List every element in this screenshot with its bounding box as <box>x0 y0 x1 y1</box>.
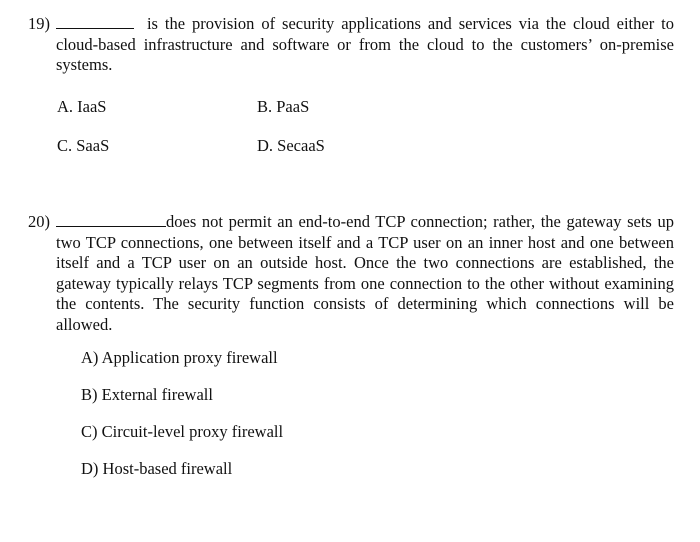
question-20-answer-blank[interactable] <box>56 212 166 227</box>
question-20-option-a[interactable]: A) Application proxy firewall <box>81 348 278 367</box>
question-20-option-d[interactable]: D) Host-based firewall <box>81 459 233 478</box>
question-20 <box>28 212 674 335</box>
question-19-option-b[interactable]: B. PaaS <box>257 97 310 116</box>
question-19-number: 19) <box>28 14 50 33</box>
question-19-option-d[interactable]: D. SecaaS <box>257 136 325 155</box>
question-20-option-b[interactable]: B) External firewall <box>81 385 213 404</box>
question-19-stem <box>28 14 674 76</box>
question-20-option-c[interactable]: C) Circuit-level proxy firewall <box>81 422 284 441</box>
question-20-number: 20) <box>28 212 50 231</box>
question-19-option-a[interactable]: A. IaaS <box>57 97 107 116</box>
question-19-option-c[interactable]: C. SaaS <box>57 136 110 155</box>
question-19 <box>28 14 674 76</box>
question-20-text: does not permit an end-to-end TCP connection; rather, the gateway sets up two TCP connections, one between itself and a TCP user on an inner host and one between itself and a TCP user on an outside host. Once the two connections are established, the gateway typically relays TCP segments from one connection to the other without examining the contents. The security function consists of determining which connections will be allowed. <box>56 212 674 334</box>
question-19-answer-blank[interactable] <box>56 14 134 29</box>
question-19-text: is the provision of security applications and services via the cloud either to cloud-based infrastructure and software or from the cloud to the customers’ on-premise systems. <box>56 14 674 74</box>
question-20-stem <box>28 212 674 335</box>
